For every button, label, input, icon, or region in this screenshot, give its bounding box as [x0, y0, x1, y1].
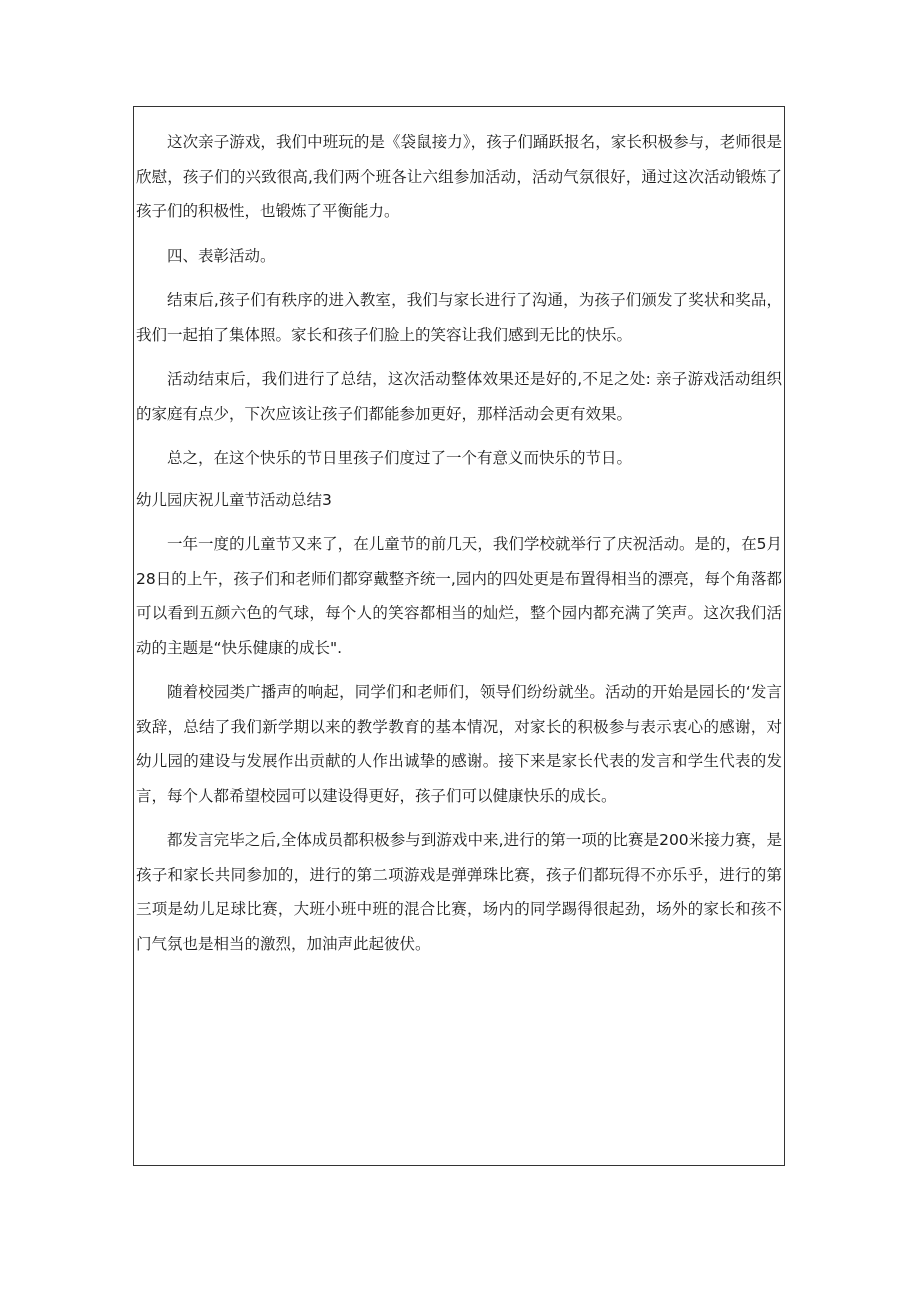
page-frame — [133, 106, 785, 1166]
paragraph-summary: 活动结束后，我们进行了总结，这次活动整体效果还是好的,不足之处: 亲子游戏活动组织的家庭有点少，下次应该让孩子们都能参加更好，那样活动会更有效果。 — [136, 370, 782, 423]
document-body — [136, 125, 782, 971]
paragraph-awards: 结束后,孩子们有秩序的进入教室，我们与家长进行了沟通，为孩子们颁发了奖状和奖品，我们一起拍了集体照。家长和孩子们脸上的笑容让我们感到无比的快乐。 — [136, 291, 782, 344]
paragraph-section-four-heading: 四、表彰活动。 — [167, 246, 276, 265]
paragraph-opening-speech: 随着校园类广播声的响起，同学们和老师们，领导们纷纷就坐。活动的开始是园长的‘发言致辞，总结了我们新学期以来的教学教育的基本情况，对家长的积极参与表示衷心的感谢，对幼儿园的建设与发展作出贡献的人作出诚挚的感谢。接下来是家长代表的发言和学生代表的发言，每个人都希望校园可以建设得更好，孩子们可以健康快乐的成长。 — [136, 683, 782, 805]
paragraph-parent-child-game: 这次亲子游戏，我们中班玩的是《袋鼠接力》，孩子们踊跃报名，家长积极参与，老师很是欣慰，孩子们的兴致很高,我们两个班各让六组参加活动，活动气氛很好，通过这次活动锻炼了孩子们的积极性，也锻炼了平衡能力。 — [136, 133, 782, 220]
paragraph-conclusion: 总之，在这个快乐的节日里孩子们度过了一个有意义而快乐的节日。 — [167, 449, 633, 467]
section-title: 幼儿园庆祝儿童节活动总结3 — [136, 490, 332, 509]
paragraph-games: 都发言完毕之后,全体成员都积极参与到游戏中来,进行的第一项的比赛是200米接力赛，是孩子和家长共同参加的，进行的第二项游戏是弹弹珠比赛，孩子们都玩得不亦乐乎，进行的第三项是幼儿足球比赛，大班小班中班的混合比赛，场内的同学踢得很起劲，场外的家长和孩不门气氛也是相当的激烈，加油声此起彼伏。 — [136, 831, 782, 953]
paragraph-childrens-day-intro: 一年一度的儿童节又来了，在儿童节的前几天，我们学校就举行了庆祝活动。是的，在5月28日的上午，孩子们和老师们都穿戴整齐统一,园内的四处更是布置得相当的漂亮，每个角落都可以看到五颜六色的气球，每个人的笑容都相当的灿烂，整个园内都充满了笑声。这次我们活动的主题是“快乐健康的成长". — [136, 535, 782, 657]
